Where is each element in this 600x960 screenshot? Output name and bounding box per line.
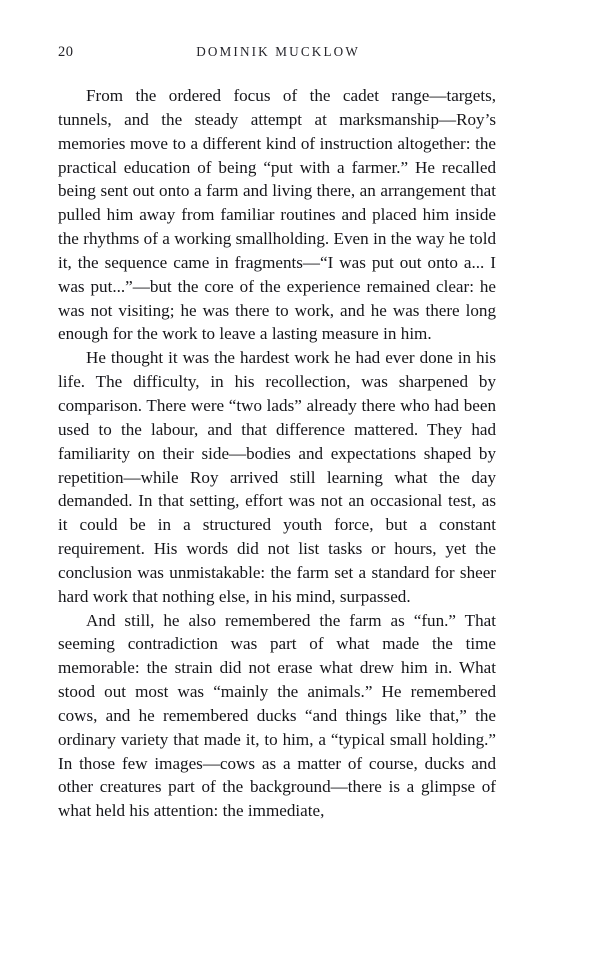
- paragraph: From the ordered focus of the cadet range—targets, tunnels, and the steady attempt at marksmanship—Roy’s memories move to a different kind of instruction altogether: the practical education of being “put with a farmer.” He recalled being sent out onto a farm and living there, an arrangement that pulled him away from familiar routines and placed him inside the rhythms of a working smallholding. Even in the way he told it, the sequence came in fragments—“I was put out onto a... I was put...”—but the core of the experience remained clear: he was not visiting; he was there to work, and he was there long enough for the work to leave a lasting measure in him.: [58, 86, 496, 344]
- running-head-author: DOMINIK MUCKLOW: [196, 44, 360, 59]
- paragraph: He thought it was the hardest work he had ever done in his life. The difficulty, in his recollection, was sharpened by comparison. There were “two lads” already there who had been used to the labour, and that difference mattered. They had familiarity on their side—bodies and expectations shaped by repetition—while Roy arrived still learning what the day demanded. In that setting, effort was not an occasional test, as it could be in a structured youth force, but a constant requirement. His words did not list tasks or hours, yet the conclusion was unmistakable: the farm set a standard for sheer hard work that nothing else, in his mind, surpassed.: [58, 348, 496, 606]
- running-head: [58, 42, 496, 62]
- body-text-block: [58, 84, 496, 823]
- paragraph: And still, he also remembered the farm as “fun.” That seeming contradiction was part of what made the time memorable: the strain did not erase what drew him in. What stood out most was “mainly the animals.” He remembered cows, and he remembered ducks “and things like that,” the ordinary variety that made it, to him, a “typical small holding.” In those few images—cows as a matter of course, ducks and other creatures part of the background—there is a glimpse of what held his attention: the immediate,: [58, 610, 496, 821]
- page-number: 20: [58, 44, 74, 60]
